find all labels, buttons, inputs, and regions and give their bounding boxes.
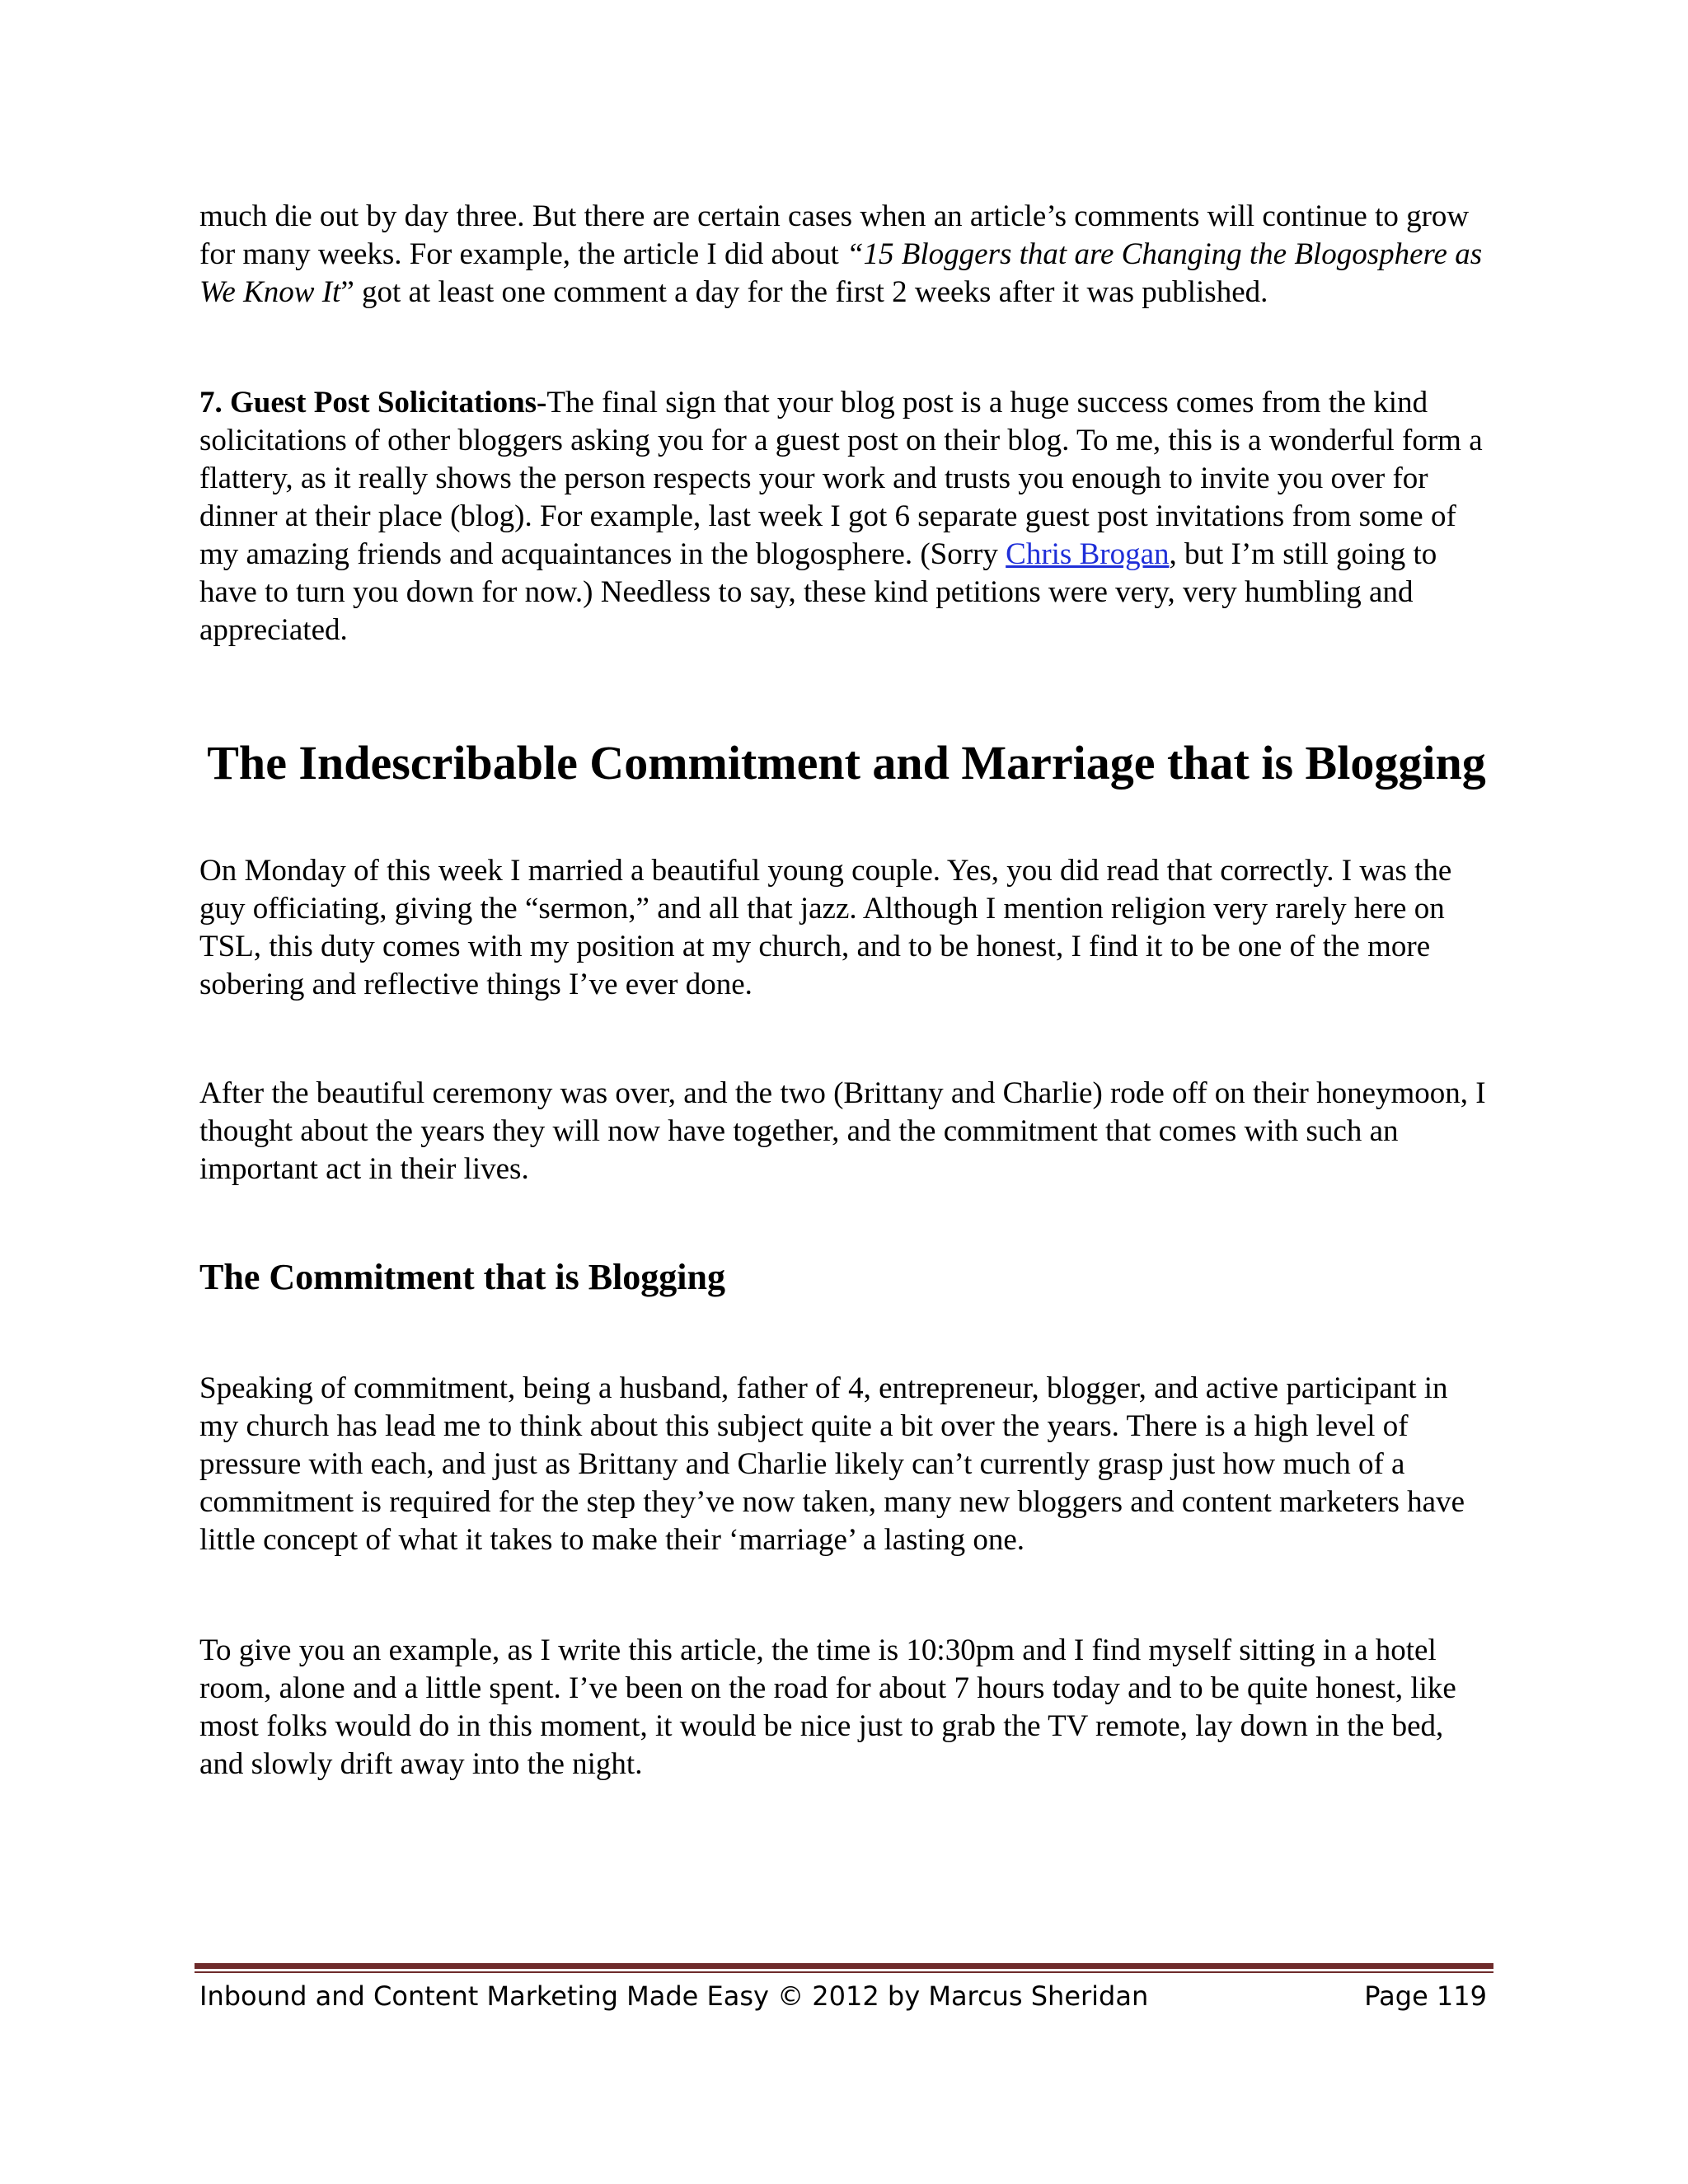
paragraph-example: To give you an example, as I write this article, the time is 10:30pm and I find myself sitting in a hotel room, alone and a little spent. I’ve been on the road for about 7 hours today and to be quite honest, like most folks would do in this moment, it would be nice just to grab the TV remote, lay down in the bed, and slowly drift away into the night. (199, 1633, 1456, 1781)
paragraph-comments (199, 198, 1493, 312)
chris-brogan-link[interactable]: Chris Brogan (1006, 537, 1170, 571)
paragraph-commitment: Speaking of commitment, being a husband, father of 4, entrepreneur, blogger, and active participant in my church has lead me to think about this subject quite a bit over the years. There is a high level of pressure with each, and just as Brittany and Charlie likely can’t currently grasp just how much of a commitment is required for the step they’ve now taken, many new bloggers and content marketers have little concept of what it takes to make their ‘marriage’ a lasting one. (199, 1371, 1465, 1557)
paragraph-wedding: On Monday of this week I married a beautiful young couple. Yes, you did read that correctly. I was the guy officiating, giving the “sermon,” and all that jazz. Although I mention religion very rarely here on TSL, this duty comes with my position at my church, and to be honest, I find it to be one of the more sobering and reflective things I’ve ever done. (199, 854, 1452, 1001)
paragraph-guest-post (199, 384, 1493, 649)
article-title-italic: “15 Bloggers that are Changing the Blogosphere as We Know It (199, 237, 1483, 309)
subsection-heading: The Commitment that is Blogging (199, 1257, 725, 1297)
footer-rule (195, 1963, 1493, 1969)
footer-copyright: Inbound and Content Marketing Made Easy © 2012 by Marcus Sheridan (199, 1980, 1149, 2012)
section-heading: The Indescribable Commitment and Marriage that is Blogging (207, 736, 1486, 790)
footer-rule-thin (195, 1971, 1493, 1973)
page-number: Page 119 (1364, 1980, 1487, 2012)
paragraph-ceremony: After the beautiful ceremony was over, and the two (Brittany and Charlie) rode off on their honeymoon, I thought about the years they will now have together, and the commitment that comes with such an important act in their lives. (199, 1076, 1486, 1186)
guest-post-lead: 7. Guest Post Solicitations- (199, 386, 547, 419)
page-footer (199, 1978, 1487, 2014)
paragraph-comments-text-b: ” got at least one comment a day for the first 2 weeks after it was published. (340, 275, 1268, 309)
paragraph-comments-text-a: much die out by day three. But there are certain cases when an article’s comments will continue to grow for many weeks. For example, the article I did about (199, 199, 1470, 271)
guest-post-text-b: , but I’m still going to have to turn you down for now.) Needless to say, these kind petitions were very, very humbling and appreciated. (199, 537, 1437, 647)
guest-post-text-a: The final sign that your blog post is a huge success comes from the kind solicitations of other bloggers asking you for a guest post on their blog. To me, this is a wonderful form a flattery, as it really shows the person respects your work and trusts you enough to invite you over for dinner at their place (blog). For example, last week I got 6 separate guest post invitations from some of my amazing friends and acquaintances in the blogosphere. (Sorry (199, 386, 1483, 571)
document-body (199, 190, 1493, 1783)
